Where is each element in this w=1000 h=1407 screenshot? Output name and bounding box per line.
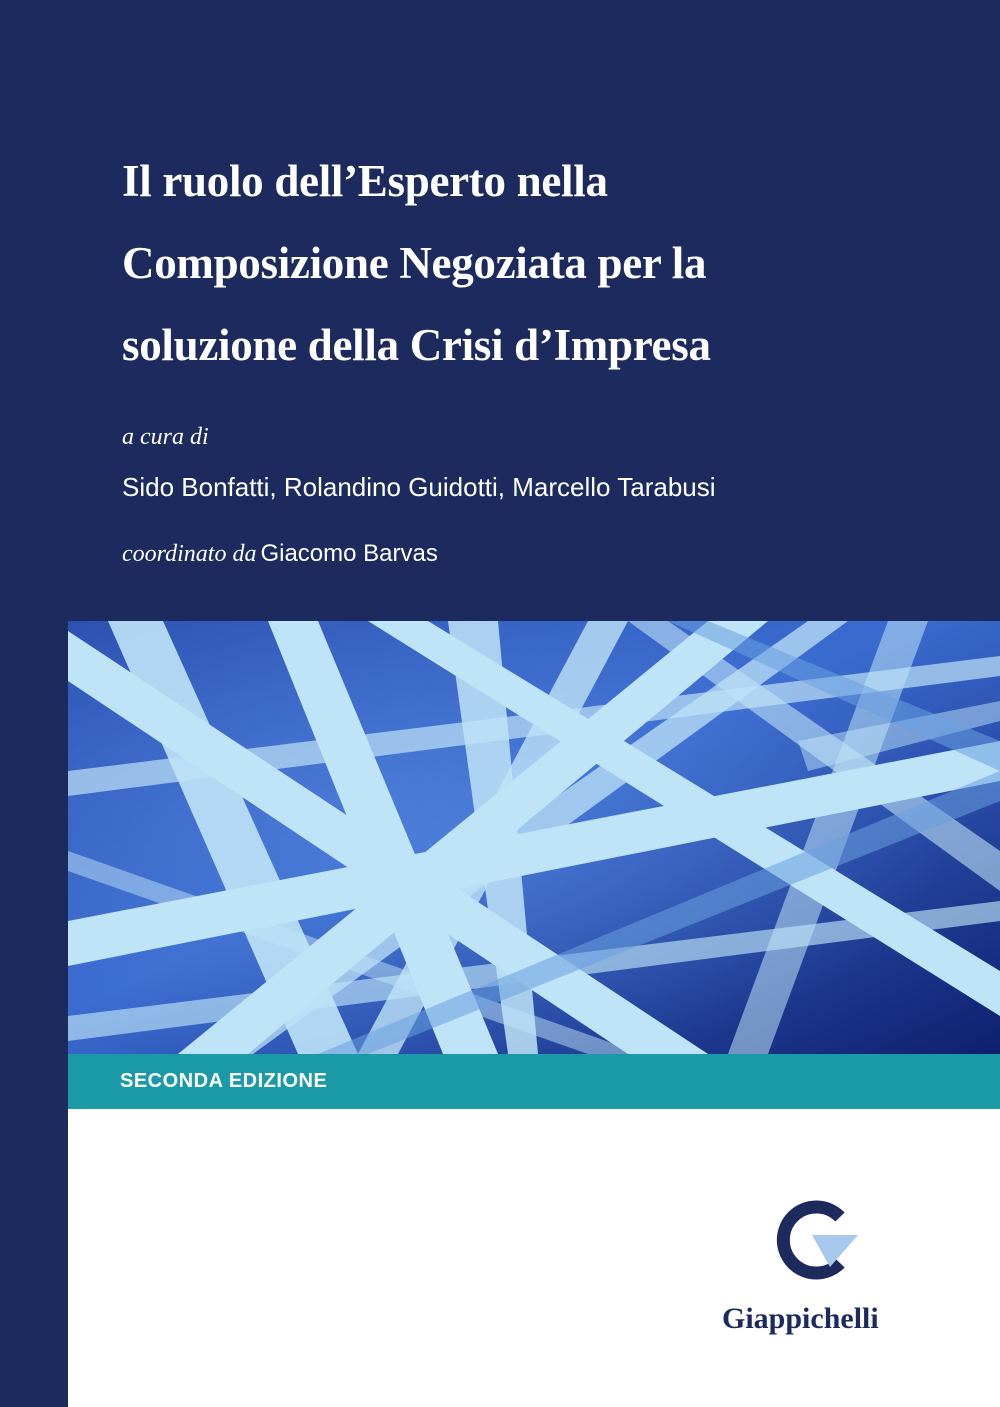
coordinator-name: Giacomo Barvas [260, 540, 438, 567]
coordinator-line [122, 540, 438, 568]
title-line: soluzione della Crisi d’Impresa [122, 320, 711, 370]
stylized-g-logo-icon [770, 1195, 860, 1285]
authors: Sido Bonfatti, Rolandino Guidotti, Marcello Tarabusi [122, 472, 716, 502]
title-line: Composizione Negoziata per la [122, 238, 707, 288]
edition-band [68, 1054, 1000, 1109]
cover-artwork [68, 621, 1000, 1054]
curated-by-label: a cura di [122, 424, 209, 450]
title-line: Il ruolo dell’Esperto nella [122, 156, 608, 206]
publisher-panel [68, 1109, 1000, 1407]
book-title [122, 140, 962, 386]
coordinated-label: coordinato da [122, 541, 257, 567]
edition-label: SECONDA EDIZIONE [120, 1070, 328, 1092]
publisher-name: Giappichelli [722, 1302, 879, 1335]
